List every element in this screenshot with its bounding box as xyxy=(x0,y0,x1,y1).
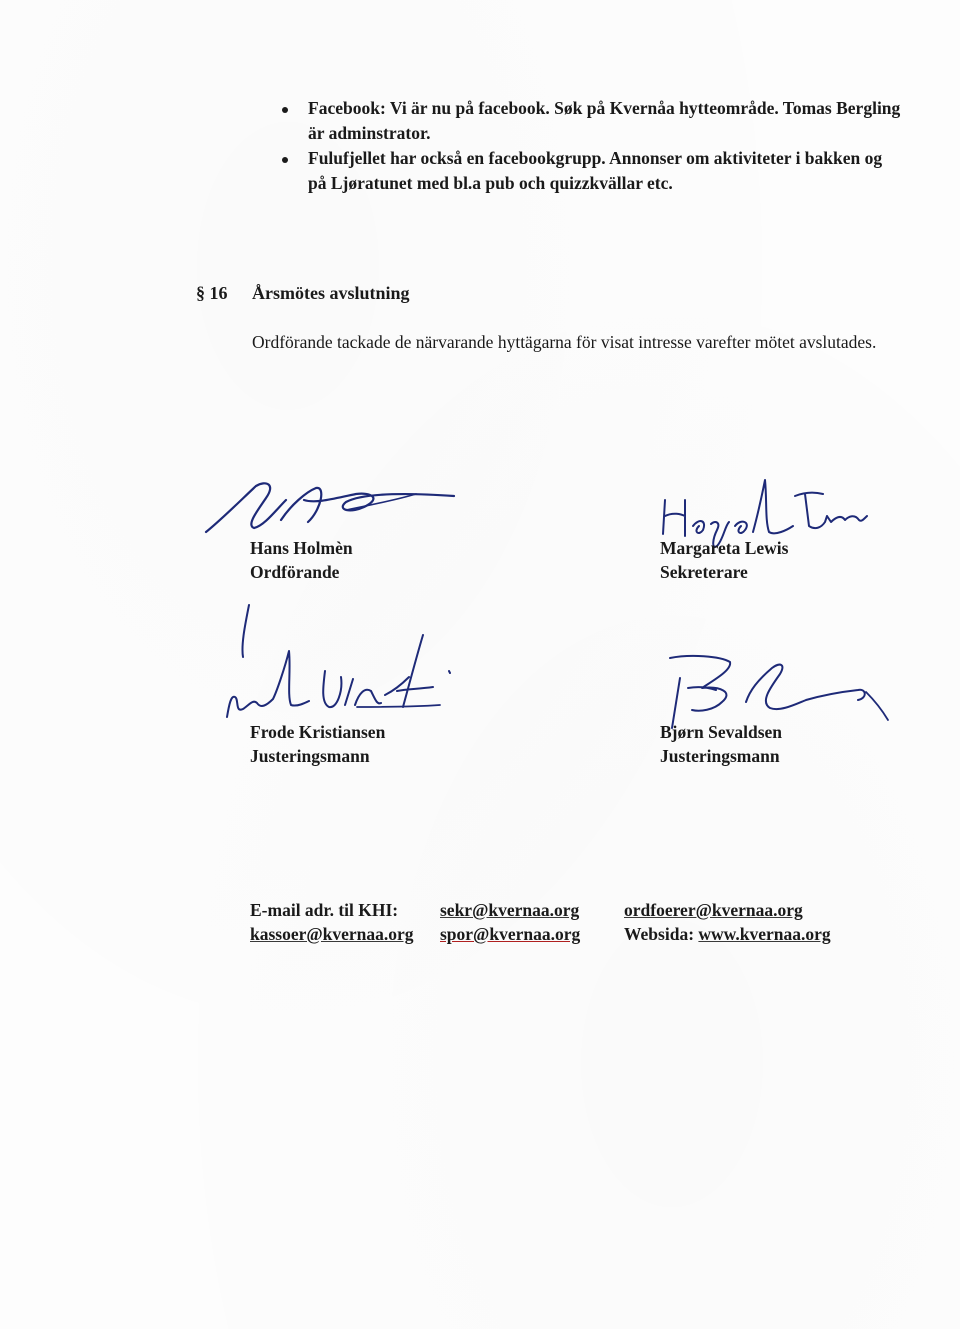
signer-frode-kristiansen xyxy=(250,720,385,768)
section-number: § 16 xyxy=(196,283,228,303)
section-title: Årsmötes avslutning xyxy=(252,283,410,303)
contact-row xyxy=(250,898,831,922)
contact-row xyxy=(250,922,831,946)
bullet-item xyxy=(282,96,902,146)
email-label: E-mail adr. til KHI: xyxy=(250,900,399,920)
signer-role: Ordförande xyxy=(250,562,340,582)
website-link[interactable]: www.kvernaa.org xyxy=(698,924,831,944)
section-paragraph: Ordförande tackade de närvarande hyttägarna för visat intresse varefter mötet avslutades. xyxy=(252,332,877,352)
signer-role: Justeringsmann xyxy=(660,746,780,766)
bullet-dot-icon xyxy=(282,157,288,163)
signer-margareta-lewis xyxy=(660,536,788,584)
bullet-dot-icon xyxy=(282,107,288,113)
signature-frode-kristiansen xyxy=(225,595,470,725)
section-heading xyxy=(196,283,410,304)
email-link-ordfoerer[interactable]: ordfoerer@kvernaa.org xyxy=(624,900,803,920)
signer-role: Justeringsmann xyxy=(250,746,370,766)
signer-name: Hans Holmèn xyxy=(250,538,353,558)
email-link-sekr[interactable]: sekr@kvernaa.org xyxy=(440,900,580,920)
bullet-item xyxy=(282,146,902,196)
signer-role: Sekreterare xyxy=(660,562,748,582)
contact-footer xyxy=(250,898,831,946)
bullet-text: Fulufjellet har också en facebookgrupp. Annonser om aktiviteter i bakken og på Ljøratunet med bl.a pub och quizzkvällar etc. xyxy=(308,148,883,193)
signer-name: Frode Kristiansen xyxy=(250,722,386,742)
website-label: Websida: xyxy=(624,924,695,944)
signer-name: Margareta Lewis xyxy=(660,538,789,558)
email-link-kassoer[interactable]: kassoer@kvernaa.org xyxy=(250,924,414,944)
email-link-spor[interactable]: spor@kvernaa.org xyxy=(440,924,581,944)
signer-name: Bjørn Sevaldsen xyxy=(660,722,783,742)
signer-bjorn-sevaldsen xyxy=(660,720,782,768)
signer-hans-holmen xyxy=(250,536,353,584)
bullet-list xyxy=(282,96,902,196)
bullet-text: Facebook: Vi är nu på facebook. Søk på Kvernåa hytteområde. Tomas Bergling är adminstrator. xyxy=(308,98,901,143)
